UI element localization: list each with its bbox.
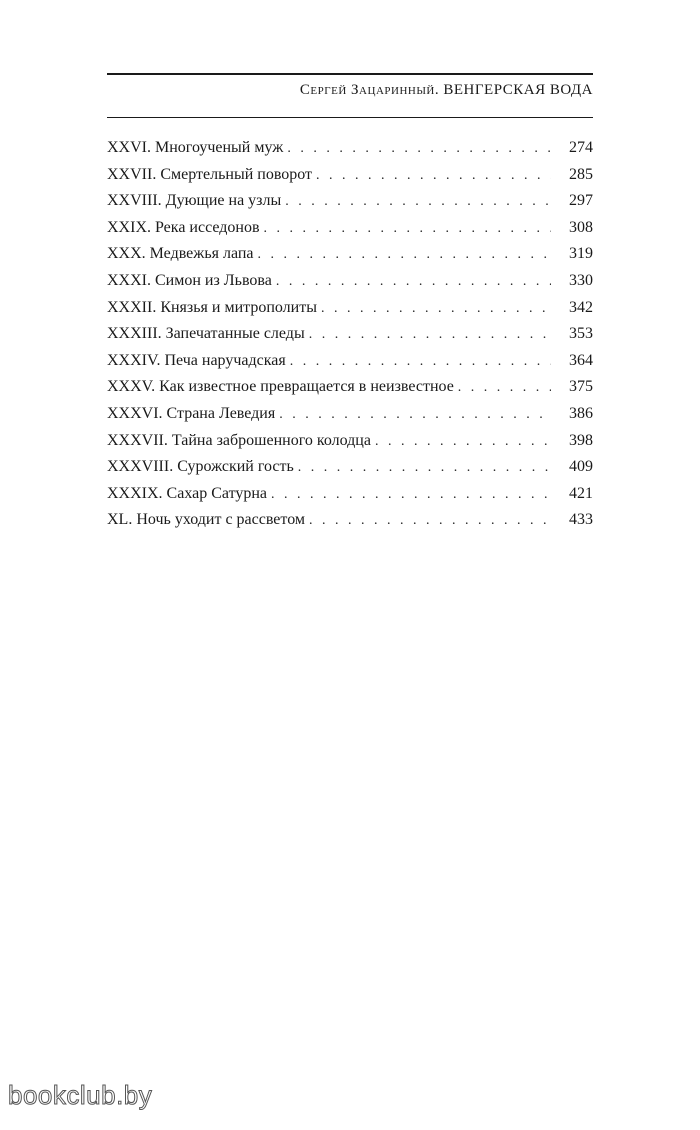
toc-entry [107, 162, 593, 189]
toc-entry [107, 507, 593, 534]
toc-entry-page: 433 [569, 511, 593, 529]
table-of-contents [107, 135, 593, 534]
toc-entry-page: 342 [569, 298, 593, 316]
toc-entry-title: XL. Ночь уходит с рассветом [107, 511, 306, 529]
toc-entry-title: XXXVI. Страна Леведия [107, 404, 276, 422]
toc-entry-title: XXXIII. Запечатанные следы [107, 325, 305, 343]
toc-entry-title: XXXVIII. Сурожский гость [107, 458, 294, 476]
toc-dot-leader [271, 482, 551, 509]
toc-entry [107, 135, 593, 162]
watermark-text: bookclub.by [8, 1080, 153, 1110]
header-rule-bottom [107, 117, 593, 118]
toc-entry-page: 297 [569, 192, 593, 210]
toc-entry-page: 421 [569, 484, 593, 502]
toc-entry-title: XXXIX. Сахар Сатурна [107, 484, 268, 502]
toc-entry [107, 481, 593, 508]
toc-entry-title: XXIX. Река исседонов [107, 218, 260, 236]
toc-entry-page: 319 [569, 245, 593, 263]
toc-dot-leader [285, 189, 551, 216]
toc-dot-leader [258, 242, 551, 269]
toc-entry [107, 401, 593, 428]
toc-dot-leader [321, 296, 551, 323]
toc-entry-page: 353 [569, 325, 593, 343]
toc-dot-leader [276, 269, 551, 296]
toc-entry-page: 330 [569, 271, 593, 289]
header-author: Сергей Зацаринный. [299, 82, 440, 98]
toc-entry [107, 348, 593, 375]
toc-entry-title: XXVII. Смертельный поворот [107, 165, 313, 183]
toc-entry-page: 398 [569, 431, 593, 449]
toc-entry-title: XXVIII. Дующие на узлы [107, 192, 282, 210]
header-rule-top [107, 73, 593, 75]
toc-entry-page: 386 [569, 404, 593, 422]
toc-dot-leader [279, 402, 551, 429]
toc-entry [107, 428, 593, 455]
toc-dot-leader [458, 375, 551, 402]
toc-entry-title: XXXIV. Печа наручадская [107, 351, 286, 369]
toc-entry-page: 375 [569, 378, 593, 396]
toc-entry-page: 409 [569, 458, 593, 476]
toc-entry-page: 285 [569, 165, 593, 183]
toc-dot-leader [264, 216, 551, 243]
toc-entry [107, 215, 593, 242]
toc-dot-leader [298, 455, 551, 482]
toc-dot-leader [316, 163, 551, 190]
toc-entry [107, 321, 593, 348]
toc-dot-leader [375, 429, 551, 456]
toc-entry-title: XXXV. Как известное превращается в неизвестное [107, 378, 454, 396]
toc-entry-title: XXX. Медвежья лапа [107, 245, 254, 263]
toc-entry [107, 454, 593, 481]
toc-entry [107, 374, 593, 401]
toc-dot-leader [290, 349, 551, 376]
toc-entry [107, 295, 593, 322]
toc-dot-leader [309, 322, 551, 349]
toc-entry-title: XXXVII. Тайна заброшенного колодца [107, 431, 371, 449]
toc-entry [107, 268, 593, 295]
toc-entry-page: 364 [569, 351, 593, 369]
toc-entry-title: XXXI. Симон из Львова [107, 271, 272, 289]
toc-entry-page: 274 [569, 139, 593, 156]
toc-entry [107, 188, 593, 215]
toc-entry-title: XXXII. Князья и митрополиты [107, 298, 317, 316]
toc-entry-page: 308 [569, 218, 593, 236]
running-header [107, 82, 593, 99]
toc-entry [107, 241, 593, 268]
toc-entry-title: XXVI. Многоученый муж [107, 139, 284, 156]
header-title: ВЕНГЕРСКАЯ ВОДА [443, 82, 593, 98]
toc-dot-leader [287, 136, 551, 163]
toc-dot-leader [309, 508, 551, 535]
